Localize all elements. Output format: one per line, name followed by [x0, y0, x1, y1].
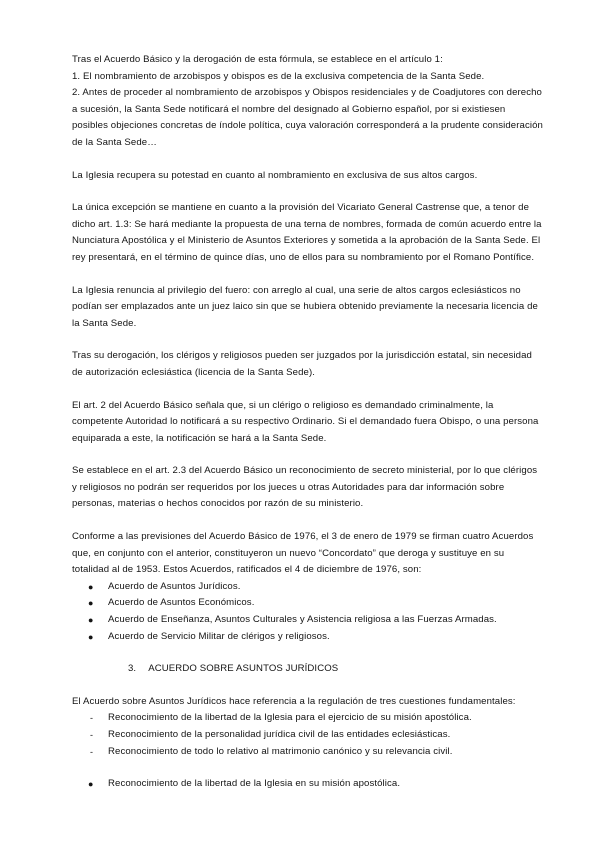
- bullet-icon: ●: [88, 779, 94, 790]
- paragraph-potestad: La Iglesia recupera su potestad en cuanto al nombramiento en exclusiva de sus altos cargos.: [72, 169, 478, 181]
- list-item: ● Reconocimiento de la libertad de la Iglesia en su misión apostólica.: [72, 776, 544, 793]
- article-item-2: 2. Antes de proceder al nombramiento de arzobispos y Obispos residenciales y de Coadjutores con derecho a sucesión, la Santa Sede notificará el nombre del designado al Gobierno español, por si existiesen posibles objeciones concretas de índole política, cuya valoración corresponderá a la prudente consideración de la Santa Sede…: [72, 87, 543, 148]
- list-item: ● Acuerdo de Enseñanza, Asuntos Culturales y Asistencia religiosa a las Fuerzas Armadas.: [72, 612, 544, 629]
- final-list: [72, 776, 544, 793]
- list-item: ● Acuerdo de Servicio Militar de clérigos y religiosos.: [72, 629, 544, 646]
- article-item-1: 1. El nombramiento de arzobispos y obispos es de la exclusiva competencia de la Santa Sede.: [72, 70, 485, 82]
- dash-marker: -: [90, 713, 94, 724]
- list-item: - Reconocimiento de todo lo relativo al matrimonio canónico y su relevancia civil.: [72, 744, 544, 761]
- section-title: ACUERDO SOBRE ASUNTOS JURÍDICOS: [148, 663, 339, 675]
- paragraph-derogacion: Tras su derogación, los clérigos y religiosos pueden ser juzgados por la jurisdicción estatal, sin necesidad de autorización eclesiástica (licencia de la Santa Sede).: [72, 350, 532, 378]
- section-heading: [72, 661, 544, 678]
- list-item: - Reconocimiento de la libertad de la Iglesia para el ejercicio de su misión apostólica.: [72, 710, 544, 727]
- section-number: 3.: [128, 663, 137, 675]
- list-item: ● Acuerdo de Asuntos Jurídicos.: [72, 579, 544, 596]
- paragraph-fuero: La Iglesia renuncia al privilegio del fuero: con arreglo al cual, una serie de altos cargos eclesiásticos no podían ser emplazados ante un juez laico sin que se hubiera obtenido previamente la necesaria licencia de la Santa Sede.: [72, 284, 538, 329]
- intro-line: Tras el Acuerdo Básico y la derogación de esta fórmula, se establece en el artículo 1:: [72, 54, 443, 65]
- bullet-icon: ●: [88, 631, 94, 642]
- paragraph-secreto: Se establece en el art. 2.3 del Acuerdo Básico un reconocimiento de secreto ministerial, por lo que clérigos y religiosos no podrán ser requeridos por los jueces u otras Autoridades para dar información sobre personas, materias o hechos conocidos por razón de su ministerio.: [72, 465, 538, 510]
- dash-marker: -: [90, 746, 94, 757]
- paragraph-art2: El art. 2 del Acuerdo Básico señala que, si un clérigo o religioso es demandado criminalmente, la competente Autoridad lo notificará a su respectivo Ordinario. Si el demandado fuera Obispo, o una persona equiparada a este, la notificación se hará a la Santa Sede.: [72, 399, 539, 444]
- bullet-icon: ●: [88, 598, 94, 609]
- list-item: ● Acuerdo de Asuntos Económicos.: [72, 595, 544, 612]
- acuerdos-list: [72, 579, 544, 645]
- paragraph-vicariato: La única excepción se mantiene en cuanto a la provisión del Vicariato General Castrense que, a tenor de dicho art. 1.3: Se hará mediante la propuesta de una terna de nombres, formada de común acuerdo entre la Nunciatura Apostólica y el Ministerio de Asuntos Exteriores y sometida a la aprobación de la Santa Sede. El rey presentará, en el término de quince días, uno de ellos para su nombramiento por el Romano Pontífice.: [72, 202, 542, 263]
- cuestiones-list: [72, 710, 544, 760]
- bullet-icon: ●: [88, 615, 94, 626]
- section-intro: El Acuerdo sobre Asuntos Jurídicos hace referencia a la regulación de tres cuestiones fundamentales:: [72, 695, 516, 707]
- dash-marker: -: [90, 730, 94, 740]
- list-item: - Reconocimiento de la personalidad jurídica civil de las entidades eclesiásticas.: [72, 727, 544, 744]
- bullet-icon: ●: [88, 581, 94, 592]
- paragraph-acuerdos: Conforme a las previsiones del Acuerdo Básico de 1976, el 3 de enero de 1979 se firman cuatro Acuerdos que, en conjunto con el anterior, constituyeron un nuevo “Concordato” que deroga y sustituye en su totalidad al de 1953. Estos Acuerdos, ratificados el 4 de diciembre de 1976, son:: [72, 531, 534, 576]
